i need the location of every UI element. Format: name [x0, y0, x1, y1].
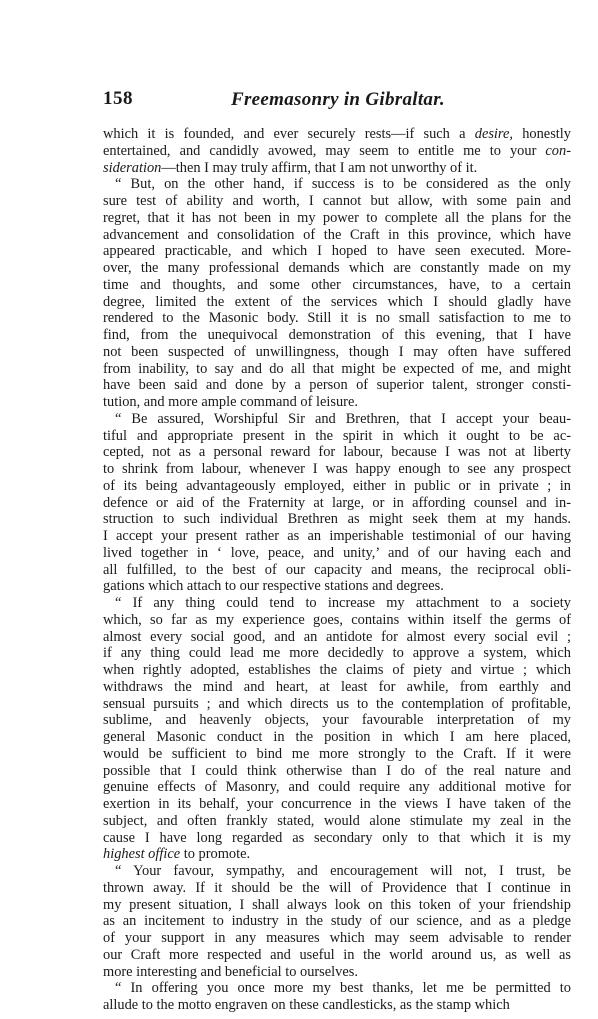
text-line — [103, 143, 571, 160]
text-line — [103, 679, 571, 696]
italic-text: desire, — [474, 126, 513, 142]
text-line — [103, 160, 571, 177]
text-line — [103, 846, 571, 863]
text-line — [103, 712, 571, 729]
text-line — [103, 227, 571, 244]
line-text: withdraws the mind and heart, at least for awhile, from earthly and — [103, 678, 571, 695]
text-line — [103, 377, 571, 394]
line-text: from inability, to say and do all that might be expected of me, and might — [103, 360, 571, 377]
line-text: when rightly adopted, establishes the claims of piety and virtue ; which — [103, 662, 571, 678]
line-text: all fulfilled, to the best of our capacity and means, the reciprocal obli- — [103, 561, 571, 578]
line-text: tution, and more ample command of leisure. — [103, 394, 358, 410]
text-line — [103, 210, 571, 227]
line-text: struction to such individual Brethren as might seek them at my hands. — [103, 511, 571, 528]
line-text: find, from the unequivocal demonstration of this evening, that I have — [103, 327, 571, 343]
text-line — [103, 897, 571, 914]
text-line — [103, 947, 571, 964]
text-line — [103, 444, 571, 461]
text-line — [103, 411, 571, 428]
text-line — [103, 277, 571, 294]
text-line — [103, 964, 571, 981]
line-text: as an incitement to industry in the study of our science, and as a pledge — [103, 913, 571, 930]
line-text: rendered to the Masonic body. Still it is no small satisfaction to me to — [103, 310, 571, 327]
text-line — [103, 545, 571, 562]
line-text: allude to the motto engraven on these candlesticks, as the stamp which — [103, 997, 510, 1013]
line-text: which it is founded, and ever securely rests—if such a — [103, 126, 475, 142]
paragraph — [103, 411, 571, 595]
line-text: our Craft more respected and useful in the world around us, as well as — [103, 946, 571, 963]
text-line — [103, 997, 571, 1014]
line-text: not been suspected of unwillingness, though I may often have suffered — [103, 343, 571, 360]
line-text: gations which attach to our respective stations and degrees. — [103, 578, 444, 595]
line-text: sensual pursuits ; and which directs us to the contemplation of profitable, — [103, 695, 571, 712]
line-text: tiful and appropriate present in the spirit in which it ought to be ac- — [103, 427, 571, 444]
line-text: “ Be assured, Worshipful Sir and Brethren, that I accept your beau- — [115, 410, 571, 427]
line-text: regret, that it has not been in my power to complete all the plans for the — [103, 209, 571, 226]
page-header — [103, 88, 569, 112]
text-line — [103, 327, 571, 344]
line-text: of your support in any measures which may seem advisable to render — [103, 930, 571, 946]
text-line — [103, 428, 571, 445]
text-line — [103, 193, 571, 210]
text-line — [103, 528, 571, 545]
text-line — [103, 930, 571, 947]
line-text: entertained, and candidly avowed, may seem to entitle me to your — [103, 142, 546, 159]
text-line — [103, 595, 571, 612]
line-text: “ If any thing could tend to increase my attachment to a society — [115, 595, 571, 611]
paragraph — [103, 980, 571, 1014]
line-text: appeared practicable, and which I hoped to have seen executed. More- — [103, 243, 571, 260]
text-line — [103, 562, 571, 579]
line-text: thrown away. If it should be the will of Providence that I continue in — [103, 879, 571, 896]
text-line — [103, 310, 571, 327]
text-line — [103, 796, 571, 813]
text-line — [103, 478, 571, 495]
italic-text: con- — [545, 142, 571, 159]
line-text: over, the many professional demands which are constantly made on my — [103, 260, 571, 276]
text-line — [103, 361, 571, 378]
line-text: —then I may truly affirm, that I am not unworthy of it. — [161, 159, 478, 176]
text-line — [103, 746, 571, 763]
text-line — [103, 645, 571, 662]
text-line — [103, 913, 571, 930]
text-line — [103, 813, 571, 830]
text-line — [103, 511, 571, 528]
text-line — [103, 779, 571, 796]
italic-text: highest office — [103, 846, 181, 863]
line-text: advancement and consolidation of the Craft in this province, which have — [103, 226, 571, 243]
paragraph — [103, 126, 571, 176]
text-line — [103, 863, 571, 880]
text-line — [103, 294, 571, 311]
line-text: honestly — [512, 126, 571, 142]
paragraph — [103, 595, 571, 863]
line-text: cepted, not as a personal reward for labour, because I was not at liberty — [103, 444, 571, 461]
text-line — [103, 830, 571, 847]
line-text: subject, and often frankly stated, would alone stimulate my zeal in the — [103, 812, 571, 829]
line-text: exertion in its behalf, your concurrence in the views I have taken of the — [103, 796, 571, 812]
text-line — [103, 495, 571, 512]
text-line — [103, 980, 571, 997]
text-line — [103, 729, 571, 746]
line-text: defence or aid of the Fraternity at large, or in affording counsel and in- — [103, 494, 571, 511]
line-text: to promote. — [180, 846, 251, 863]
body-text — [103, 126, 571, 1014]
line-text: to shrink from labour, whenever I was happy enough to see any prospect — [103, 461, 571, 477]
line-text: lived together in ‘ love, peace, and unity,’ and of our having each and — [103, 544, 571, 561]
line-text: “ But, on the other hand, if success is to be considered as the only — [115, 176, 571, 193]
running-title: Freemasonry in Gibraltar. — [231, 89, 445, 110]
line-text: my present situation, I shall always look on this token of your friendship — [103, 896, 571, 913]
paragraph — [103, 863, 571, 980]
text-line — [103, 260, 571, 277]
line-text: of its being advantageously employed, either in public or in private ; in — [103, 477, 571, 494]
line-text: would be sufficient to bind me more strongly to the Craft. If it were — [103, 745, 571, 762]
text-line — [103, 126, 571, 143]
line-text: “ Your favour, sympathy, and encouragement will not, I trust, be — [115, 863, 571, 879]
text-line — [103, 612, 571, 629]
line-text: degree, limited the extent of the services which I should gladly have — [103, 293, 571, 310]
text-line — [103, 461, 571, 478]
text-line — [103, 629, 571, 646]
line-text: sure test of ability and worth, I cannot but allow, with some pain and — [103, 193, 571, 209]
line-text: almost every social good, and an antidote for almost every social evil ; — [103, 628, 571, 645]
line-text: general Masonic conduct in the position in which I am here placed, — [103, 729, 571, 745]
line-text: time and thoughts, and some other circumstances, have, to a certain — [103, 276, 571, 293]
line-text: if any thing could lead me more decidedly to approve a system, which — [103, 645, 571, 662]
paragraph — [103, 176, 571, 411]
line-text: “ In offering you once more my best thanks, let me be permitted to — [115, 980, 571, 997]
line-text: more interesting and beneficial to ourselves. — [103, 963, 358, 980]
text-line — [103, 696, 571, 713]
text-line — [103, 763, 571, 780]
line-text: I accept your present rather as an imperishable testimonial of our having — [103, 528, 571, 544]
text-line — [103, 344, 571, 361]
page-number: 158 — [103, 88, 133, 109]
line-text: genuine effects of Masonry, and could require any additional motive for — [103, 779, 571, 796]
line-text: possible that I could think otherwise than I do of the real nature and — [103, 762, 571, 779]
line-text: cause I have long regarded as secondary only to that which it is my — [103, 829, 571, 846]
text-line — [103, 243, 571, 260]
text-line — [103, 394, 571, 411]
italic-text: sideration — [103, 159, 162, 176]
line-text: which, so far as my experience goes, contains within itself the germs of — [103, 611, 571, 628]
line-text: sublime, and heavenly objects, your favourable interpretation of my — [103, 712, 571, 729]
text-line — [103, 880, 571, 897]
line-text: have been said and done by a person of superior talent, stronger consti- — [103, 377, 571, 394]
text-line — [103, 176, 571, 193]
text-line — [103, 662, 571, 679]
text-line — [103, 578, 571, 595]
